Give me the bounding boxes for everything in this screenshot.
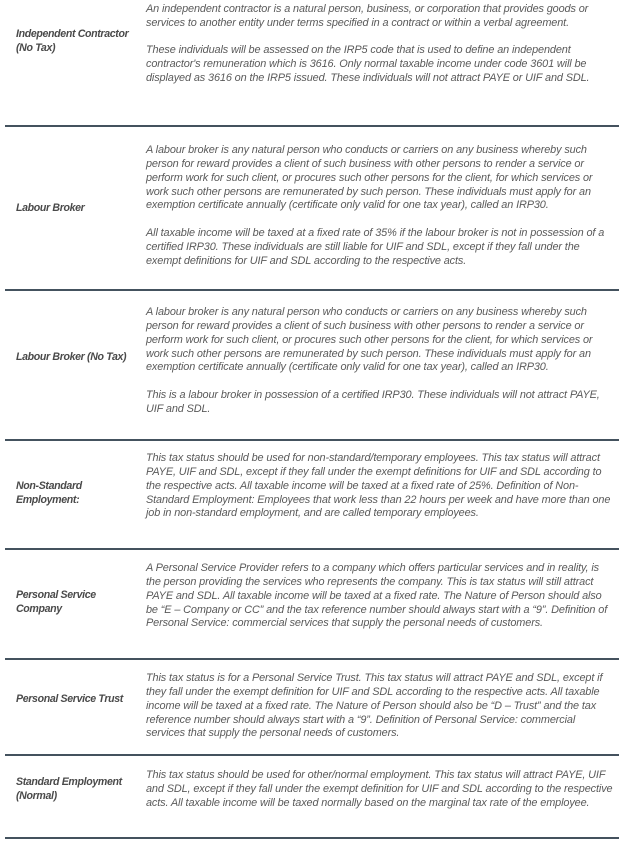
tax-status-row-independent-contractor bbox=[0, 0, 620, 126]
tax-status-label: Non-Standard Employment: bbox=[16, 480, 82, 506]
tax-status-row-personal-service-trust bbox=[0, 660, 620, 755]
tax-status-label: Personal Service Trust bbox=[16, 693, 123, 705]
tax-status-row-standard-employment bbox=[0, 756, 620, 838]
tax-status-description bbox=[146, 452, 616, 521]
description-paragraph: All taxable income will be taxed at a fixed rate of 35% if the labour broker is not in possession of a certified IRP30. These individuals are still liable for UIF and SDL, except if they fall under the exempt definitions for UIF and SDL according to the respective acts. bbox=[146, 227, 605, 267]
tax-status-description bbox=[146, 769, 616, 811]
tax-status-description bbox=[146, 3, 616, 86]
description-paragraph: This tax status should be used for non-standard/temporary employees. This tax status will attract PAYE, UIF and SDL, except if they fall under the exempt definitions for UIF and SDL according to the respective acts. All taxable income will be taxed at a fixed rate of 25%. Definition of Non-Standard Employment: Employees that work less than 22 hours per week and have more than one job in non-standard employment, and are called temporary employees. bbox=[146, 452, 611, 520]
tax-status-label: Labour Broker (No Tax) bbox=[16, 351, 127, 363]
tax-status-row-labour-broker bbox=[0, 127, 620, 290]
description-paragraph: A labour broker is any natural person who conducts or carriers on any business whereby such person for reward provides a client of such business with other persons to render a service or perform work for such client, or procures such other persons for the client, for which services or work such other persons are remunerated by such person. These individuals must apply for an exemption certificate annually (certificate only valid for one tax year), called an IRP30. bbox=[146, 306, 593, 374]
description-paragraph: An independent contractor is a natural person, business, or corporation that provides goods or services to another entity under terms specified in a contract or within a verbal agreement. bbox=[146, 3, 589, 29]
description-paragraph: A labour broker is any natural person who conducts or carriers on any business whereby such person for reward provides a client of such business with other persons to render a service or perform work for such client, or procures such other persons for the client, for which services or work such other persons are remunerated by such person. These individuals must apply for an exemption certificate annually (certificate only valid for one tax year), called an IRP30. bbox=[146, 144, 593, 212]
tax-status-description bbox=[146, 144, 616, 269]
tax-status-label: Labour Broker bbox=[16, 202, 85, 214]
description-paragraph: This is a labour broker in possession of a certified IRP30. These individuals will not attract PAYE, UIF and SDL. bbox=[146, 389, 600, 415]
tax-status-row-non-standard-employment bbox=[0, 441, 620, 549]
tax-status-row-labour-broker-no-tax bbox=[0, 291, 620, 440]
tax-status-description bbox=[146, 306, 616, 417]
tax-status-description bbox=[146, 672, 616, 741]
tax-status-label: Personal Service Company bbox=[16, 589, 96, 615]
description-paragraph: This tax status should be used for other/normal employment. This tax status will attract PAYE, UIF and SDL, except if they fall under the exempt definition for UIF and SDL according to the respective acts. All taxable income will be taxed normally based on the marginal tax rate of the employee. bbox=[146, 769, 613, 809]
tax-status-label: Independent Contractor (No Tax) bbox=[16, 28, 129, 54]
tax-status-label: Standard Employment (Normal) bbox=[16, 776, 122, 802]
tax-status-description bbox=[146, 562, 616, 631]
description-paragraph: This tax status is for a Personal Service Trust. This tax status will attract PAYE and SDL, except if they fall under the exempt definition for UIF and SDL according to the respective acts. All taxable income will be taxed at a fixed rate. The Nature of Person should also be “D – Trust” and the tax reference number should always start with a “9”. Definition of Personal Service: commercial services that supply the personal needs of customers. bbox=[146, 672, 603, 740]
description-paragraph: A Personal Service Provider refers to a company which offers particular services and in reality, is the person providing the services who represents the company. This is tax status will still attract PAYE and SDL. All taxable income will be taxed at a fixed rate. The Nature of Person should also be “E – Company or CC” and the tax reference number should always start with a “9”. Definition of Personal Service: commercial services that supply the personal needs of customers. bbox=[146, 562, 608, 630]
row-divider bbox=[5, 837, 619, 839]
description-paragraph: These individuals will be assessed on the IRP5 code that is used to define an independent contractor's remuneration which is 3616. Only normal taxable income under code 3601 will be displayed as 3616 on the IRP5 issued. These individuals will not attract PAYE or UIF and SDL. bbox=[146, 44, 590, 85]
tax-status-row-personal-service-company bbox=[0, 550, 620, 659]
